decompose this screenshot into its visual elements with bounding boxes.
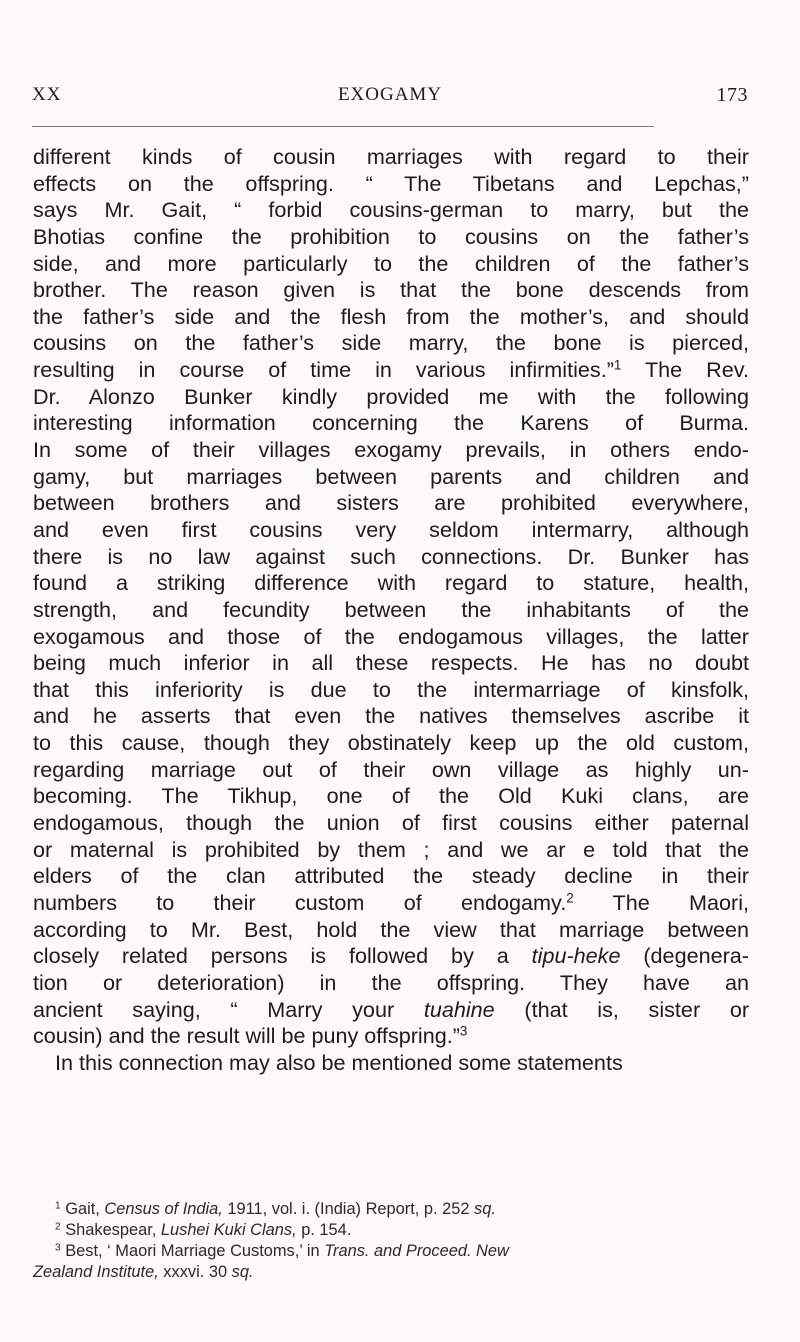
text-line: In some of their villages exogamy prevails, in others endo-: [33, 437, 749, 463]
text-segment: (that is, sister or: [494, 996, 750, 1022]
text-line: interesting information concerning the Karens of Burma.: [33, 410, 749, 436]
text-line: to this cause, though they obstinately keep up the old custom,: [33, 730, 749, 756]
footnote-3: [33, 1241, 749, 1262]
running-title: EXOGAMY: [337, 84, 443, 105]
body-text: [33, 144, 749, 1076]
footnote-1: [33, 1199, 749, 1220]
text-line: that this inferiority is due to the intermarriage of kinsfolk,: [33, 676, 749, 702]
text-line: gamy, but marriages between parents and children and: [33, 463, 749, 489]
footnote-text: Shakespear,: [60, 1221, 161, 1239]
text-line: becoming. The Tikhup, one of the Old Kuki clans, are: [33, 783, 749, 809]
text-segment: ancient saying, “ Marry your: [33, 996, 395, 1022]
footnote-ref[interactable]: 1: [613, 357, 622, 373]
text-line: strength, and fecundity between the inhabitants of the: [33, 596, 749, 622]
text-line: being much inferior in all these respects. He has no doubt: [33, 650, 749, 676]
footnote-text: sq.: [231, 1263, 254, 1281]
footnote-2: [33, 1220, 749, 1241]
text-segment: cousin) and the result will be puny offspring.”: [33, 1023, 460, 1049]
footnote-text: Best, ‘ Maori Marriage Customs,’ in: [60, 1242, 325, 1260]
text-line: [33, 997, 749, 1024]
text-line: different kinds of cousin marriages with regard to their: [33, 144, 749, 169]
text-line: [33, 890, 749, 917]
footnote-title: Zealand Institute,: [33, 1263, 159, 1281]
text-line: Bhotias confine the prohibition to cousins on the father’s: [33, 223, 749, 249]
text-line: elders of the clan attributed the steady decline in their: [33, 863, 749, 889]
footnote-marker: 3: [55, 1242, 61, 1254]
text-line: effects on the offspring. “ The Tibetans and Lepchas,”: [33, 170, 749, 196]
text-line: and he asserts that even the natives themselves ascribe it: [33, 703, 749, 729]
text-line: In this connection may also be mentioned some statements: [55, 1049, 623, 1075]
footnote-text: 1911, vol. i. (India) Report, p. 252: [222, 1200, 475, 1218]
footnote-ref[interactable]: 3: [459, 1023, 468, 1039]
text-line: found a striking difference with regard to stature, health,: [33, 570, 749, 596]
footnote-text: sq.: [474, 1200, 496, 1218]
text-segment: numbers to their custom of endogamy.: [33, 889, 567, 915]
text-line: regarding marriage out of their own village as highly un-: [33, 756, 749, 782]
italic-term: tipu-heke: [531, 943, 621, 969]
text-line: tion or deterioration) in the offspring. They have an: [33, 969, 749, 995]
footnote-text: p. 154.: [296, 1221, 352, 1239]
text-line: and even first cousins very seldom intermarry, although: [33, 516, 749, 542]
page-number: 173: [716, 84, 748, 106]
text-line: brother. The reason given is that the bone descends from: [33, 277, 749, 303]
text-line: [33, 357, 749, 384]
footnote-text: xxxvi. 30: [158, 1263, 232, 1281]
text-line: between brothers and sisters are prohibited everywhere,: [33, 490, 749, 516]
text-line: or maternal is prohibited by them ; and we ar e told that the: [33, 836, 749, 862]
footnote-title: Census of India,: [104, 1200, 223, 1218]
running-header: [32, 84, 748, 112]
text-line: there is no law against such connections. Dr. Bunker has: [33, 543, 749, 569]
text-segment: closely related persons is followed by a: [33, 943, 509, 969]
text-segment: The Maori,: [573, 889, 749, 915]
footnote-ref[interactable]: 2: [566, 890, 574, 906]
text-segment: (degenera-: [620, 943, 749, 969]
chapter-number: XX: [32, 84, 62, 105]
footnote-title: Trans. and Proceed. New: [324, 1242, 509, 1260]
text-line: endogamous, though the union of first cousins either paternal: [33, 810, 749, 836]
text-line: the father’s side and the flesh from the mother’s, and should: [33, 303, 749, 329]
text-line: according to Mr. Best, hold the view that marriage between: [33, 916, 749, 942]
text-line: cousins on the father’s side marry, the bone is pierced,: [33, 330, 749, 356]
footnote-marker: 1: [55, 1200, 61, 1212]
header-rule: [32, 126, 654, 127]
footnote-3-continued: [33, 1262, 749, 1283]
text-line: [33, 1023, 749, 1050]
text-line: side, and more particularly to the children of the father’s: [33, 250, 749, 276]
footnote-text: Gait,: [60, 1200, 105, 1218]
italic-term: tuahine: [423, 996, 495, 1022]
text-segment: resulting in course of time in various infirmities.”: [33, 357, 614, 383]
text-line: says Mr. Gait, “ forbid cousins-german to marry, but the: [33, 197, 749, 223]
footnotes: [33, 1199, 749, 1283]
footnote-marker: 2: [55, 1221, 61, 1233]
text-line: Dr. Alonzo Bunker kindly provided me with the following: [33, 383, 749, 409]
text-segment: The Rev.: [621, 357, 749, 383]
text-line: [33, 943, 749, 970]
footnote-title: Lushei Kuki Clans,: [160, 1221, 297, 1239]
text-line: exogamous and those of the endogamous villages, the latter: [33, 623, 749, 649]
